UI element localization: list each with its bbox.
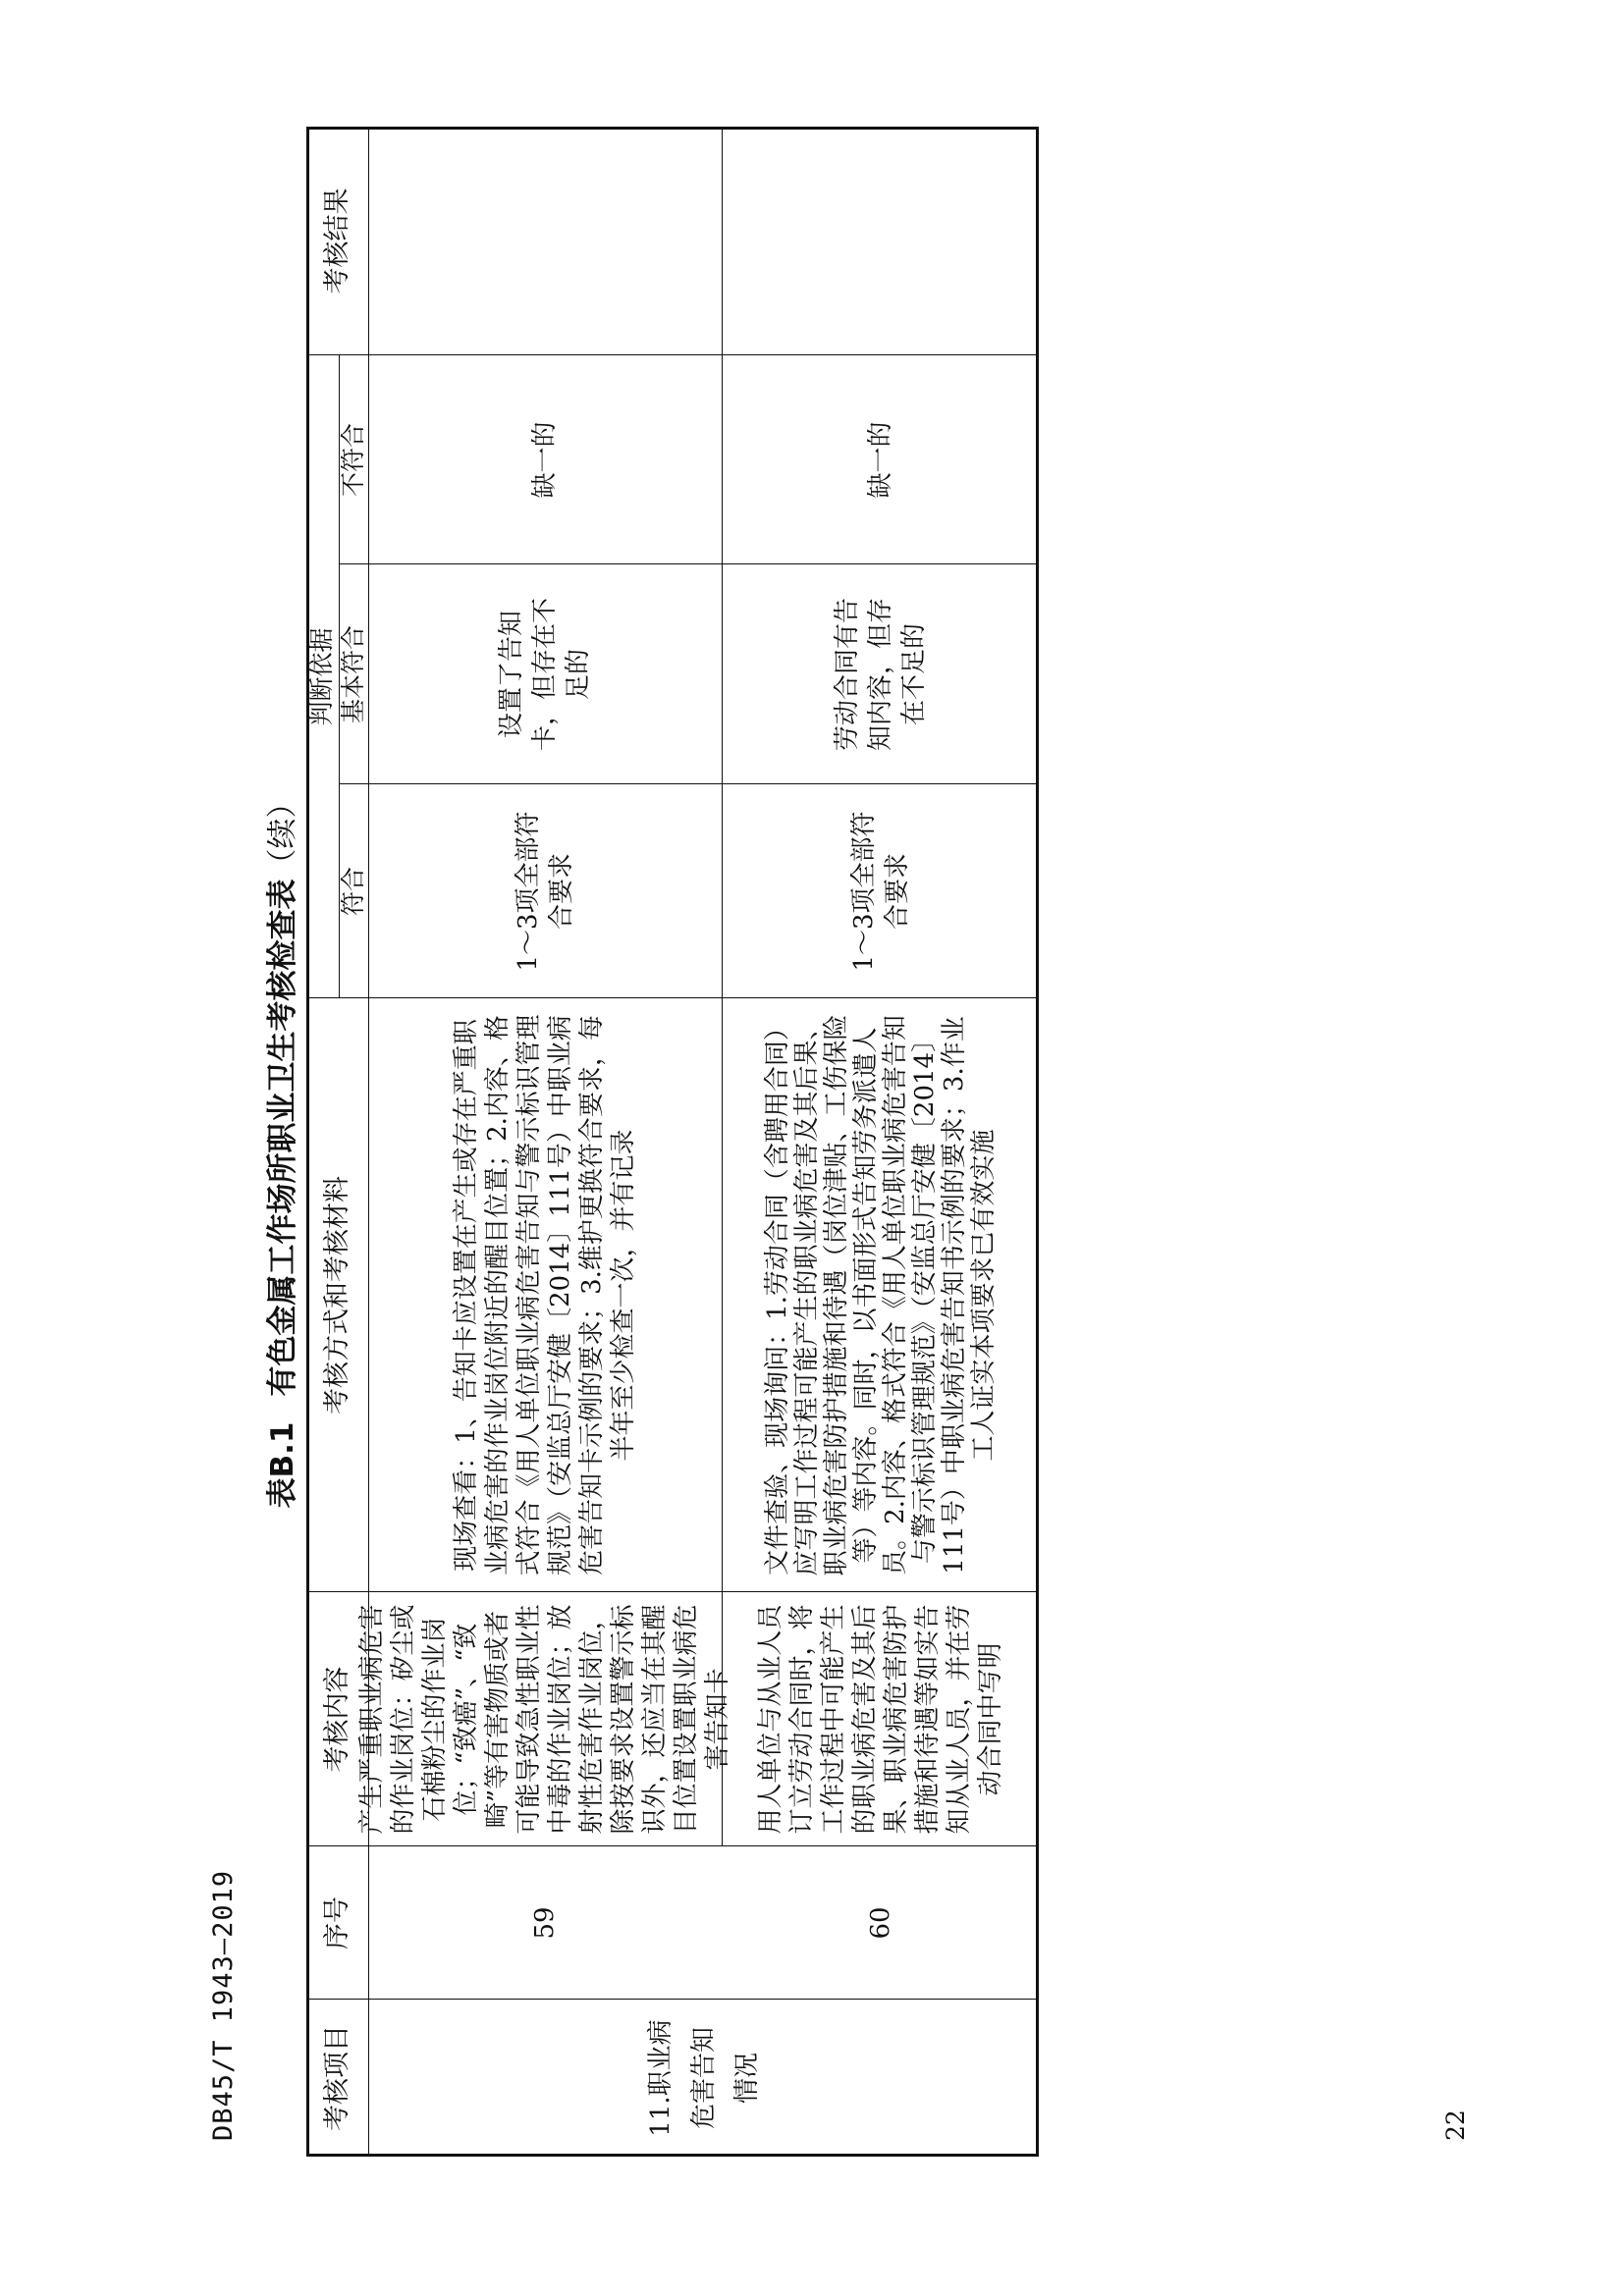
header-basis: 判断依据 bbox=[307, 627, 337, 726]
standard-code: DB45/T 1943—2019 bbox=[208, 1869, 239, 2141]
row-result bbox=[368, 127, 722, 355]
row-result bbox=[722, 127, 1039, 355]
header-method: 考核方式和考核材料 bbox=[321, 1176, 352, 1415]
header-result: 考核结果 bbox=[321, 187, 352, 294]
row-seq: 60 bbox=[865, 1906, 895, 1940]
row-basic: 设置了告知卡，但存在不足的 bbox=[497, 598, 593, 752]
row-nonconform: 缺一的 bbox=[530, 421, 560, 499]
table-title-text: 有色金属工作场所职业卫生考核检查表 bbox=[265, 879, 300, 1397]
table-continued: （续） bbox=[265, 787, 300, 880]
inspection-table bbox=[306, 127, 1039, 2157]
page-number: 22 bbox=[1441, 2109, 1470, 2141]
header-item: 考核项目 bbox=[321, 2025, 352, 2131]
category-cell: 11.职业病危害告知情况 bbox=[645, 2019, 762, 2137]
header-seq: 序号 bbox=[321, 1896, 352, 1949]
header-basic: 基本符合 bbox=[338, 625, 367, 724]
row-conform: 1～3项全部符合要求 bbox=[848, 811, 912, 972]
header-content: 考核内容 bbox=[321, 1666, 352, 1773]
header-nonconform: 不符合 bbox=[338, 423, 367, 498]
row-seq: 59 bbox=[530, 1906, 560, 1940]
row-basic: 劳动合同有告知内容，但存在不足的 bbox=[832, 598, 929, 752]
row-method: 现场查看：1、告知卡应设置在产生或存在严重职业病危害的作业岗位附近的醒目位置；2.内容、格式符合《用人单位职业病危害告知与警示标识管理规范》（安监总厅安健〔2014〕111号）中职业病危害告知卡示例的要求；3.维护更换符合要求，每半年至少检查一次，并有记录 bbox=[452, 1014, 638, 1576]
header-conform: 符合 bbox=[338, 867, 367, 917]
row-content: 用人单位与从业人员订立劳动合同时，将工作过程中可能产生的职业病危害及其后果、职业病危害防护措施和待遇等如实告知从业人员，并在劳动合同中写明 bbox=[755, 1604, 1005, 1835]
row-nonconform: 缺一的 bbox=[865, 421, 895, 499]
table-title bbox=[257, 0, 301, 2296]
row-method: 文件查验、现场询问：1.劳动合同（含聘用合同）应写明工作过程可能产生的职业病危害及其后果、职业病危害防护措施和待遇（岗位津贴、工伤保险等）等内容。同时，以书面形式告知劳务派遣人员。2.内容、格式符合《用人单位职业病危害告知与警示标识管理规范》（安监总厅安健〔2014〕111号）中职业病危害告知书示例的要求；3.作业工人证实本项要求已有效实施 bbox=[762, 1014, 999, 1576]
table-number: 表B.1 bbox=[265, 1421, 300, 1509]
row-conform: 1～3项全部符合要求 bbox=[514, 811, 576, 972]
row-content: 产生严重职业病危害的作业岗位：矽尘或石棉粉尘的作业岗位；“致癌”、“致畸”等有害物质或者可能导致急性职业性中毒的作业岗位；放射性危害作业岗位，除按要求设置警示标识外，还应当在其醒目位置设置职业病危害告知卡 bbox=[357, 1604, 732, 1835]
